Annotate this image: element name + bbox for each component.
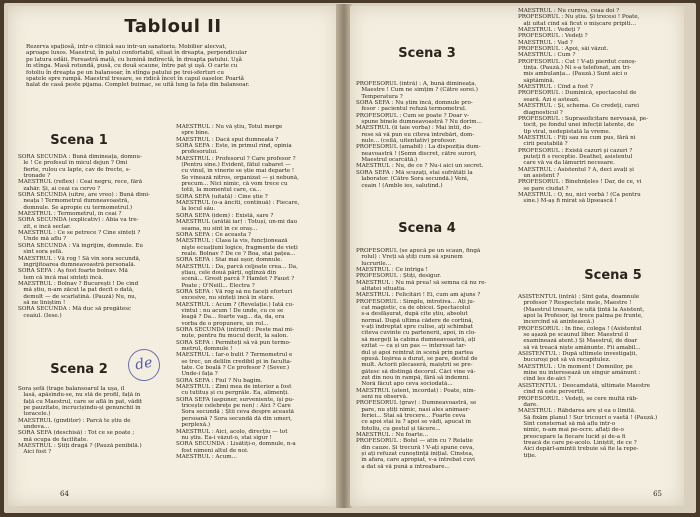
- text-line: tricește celebrețe pe nen) : Aici ? Care: [176, 403, 291, 410]
- text-line: Unde mă aflu ?: [18, 236, 67, 243]
- text-line: opusă. Ieșirea a durat, se pare, destul de: [356, 355, 478, 362]
- text-line: MAESTRUL : Felicitări ! Ei, cum am ajuns ?: [356, 292, 481, 299]
- column-c-part2: [356, 248, 516, 470]
- text-line: SORA SECUNDA : Mă duc să pregătesc: [18, 306, 132, 313]
- column-a-part1: [18, 154, 170, 319]
- text-line: dul și apoi reintrat în scenă prin partea: [356, 349, 474, 356]
- text-line: Să fixăm planul ! Sur tricouri o vaetă ! (Pauză.): [518, 414, 658, 421]
- text-line: din cauze. Și trecură ! V-ați spune ceva,: [356, 444, 475, 451]
- text-line: la locul său.: [176, 206, 216, 213]
- text-line: zit, e încă seclar.: [18, 223, 71, 230]
- text-line: MAESTRUL (gînditor) : Parcă te știu de: [18, 417, 131, 424]
- text-line: ASISTENTUL : După ultimele investigații,: [518, 351, 638, 358]
- text-line: le ! Ce profesul în micul dejun ? Omi: [18, 160, 128, 167]
- text-line: ASISTENTUL (intră) : Sînt gata, doamnule: [518, 294, 640, 300]
- text-line: halat de casă peste pijama. Complet buimac, se uită lung la fața din balansoar.: [26, 82, 250, 89]
- text-line: metrul, domnule !: [176, 346, 233, 353]
- text-line: scenă... Gresit parcă ? Hamlet ? Faust ?: [176, 276, 295, 283]
- text-line: dare.: [518, 401, 539, 408]
- text-line: tronade ?: [18, 173, 51, 180]
- text-line: MAESTRUL : Nu vă știu, Totul merge: [176, 124, 283, 130]
- text-line: profesor ? Respectele mele, Maestre !: [518, 300, 632, 307]
- text-line: precum... Nici nimic, că vom trece cu: [176, 181, 288, 188]
- text-line: MAESTRUL : Nu foarte...: [356, 431, 429, 438]
- text-line: MAESTRUL (îi taie vorba) : Mai întîi, do-: [356, 125, 472, 132]
- text-line: sine.) M-aș fi mirat să lipsească !: [518, 198, 617, 205]
- text-line: SORA SEFA (aspuner, surveniente, își pu-: [176, 396, 295, 403]
- text-line: fost nimeni altul de noi.: [176, 447, 249, 454]
- text-line: PROFESORUL : Cum se poate ? Doar v-: [356, 112, 470, 119]
- text-line: ceain ! (Amble ies, salutînd.): [356, 182, 443, 189]
- text-line: PROFESORUL (intră) : A, bună dimineața,: [356, 81, 477, 87]
- text-line: MAESTRUL : Nu curnva, ceaa doi ?: [518, 8, 620, 14]
- text-line: bucuroși pot să vă recapitulez.: [518, 357, 611, 364]
- text-line: Sora secundă ; Știi ceva despre această: [176, 409, 295, 416]
- text-line: SORA SEFA : Fiul ? Nu bagim.: [176, 377, 263, 384]
- text-line: persoană ? Sora secundă dă din umeri,: [176, 415, 293, 422]
- text-line: cînd ră este pervertit.: [518, 389, 586, 396]
- text-line: MAESTRUL : Vedeți ?: [518, 27, 581, 34]
- text-line: Aici fost ?: [18, 449, 52, 456]
- text-line: fierte, rulou cu lapte, cav de frecte, s-: [18, 166, 131, 173]
- text-line: vorba de o propunere, un rol...: [176, 320, 269, 327]
- text-line: în afara, care apropiat, v-a întrebat cuvi: [356, 457, 475, 464]
- text-line: PROFESORUL : Cut ! V-ați pierdut cunoș-: [518, 58, 637, 65]
- text-line: PROFESORUL : Știți, desigur.: [356, 273, 442, 280]
- right-page: [350, 6, 684, 506]
- text-line: MAESTRUL : Dacă spui dumneata ?: [176, 136, 279, 143]
- text-line: alitatei situatia.: [356, 286, 406, 293]
- text-line: MAESTRUL (atent, încordat) : Poate, nim-: [356, 387, 476, 394]
- text-line: MAESTRUL : Vad ?: [518, 39, 573, 46]
- text-line: ezitat — ca și un pas — interesat tar-: [356, 343, 467, 350]
- text-line: ASISTENTUL : Deocamdată, ultimate Maestre: [518, 382, 651, 389]
- text-line: să mergeți la cabina dumneavoastră, ați: [356, 336, 476, 343]
- text-line: v-ați îndreptat spre culise, ați schimbat: [356, 324, 473, 331]
- text-line: aproape luxos. Maestrul, în patul confortabil, situat în dreapta, perpendicular: [26, 50, 248, 57]
- scene-5-heading: Scena 5: [584, 268, 642, 283]
- text-line: demult — de scarlatină. (Pauză) Nu, nu,: [18, 293, 137, 300]
- text-line: Poate ; O'Neill... Electra ?: [176, 282, 255, 289]
- text-line: tiție.: [518, 452, 537, 459]
- text-line: PROFESORUL : Duminică, spectacolul de: [518, 90, 637, 97]
- text-line: MAESTRUL : Acum ? (Revelație.) Iată cu-: [176, 301, 295, 308]
- text-line: preocupare la fiecare lucid și de-a fi: [518, 433, 626, 440]
- text-line: vîntul : nu acum ! De unde, cu ce se: [176, 307, 284, 314]
- text-line: mis ambulanța... (Pauză.) Sunt aici o: [518, 71, 628, 78]
- text-line: PROFESORUL : În fine, colega ! (Asistentul: [518, 325, 642, 332]
- text-line: cu tutituș și cu pergrăle. Ea, alimenți.: [176, 390, 289, 397]
- scene-2-heading: Scena 2: [50, 362, 108, 377]
- text-line: MAESTRUL : Ce se petrece ? Cine sînteți ?: [18, 230, 141, 237]
- text-line: diagnosticul ?: [518, 109, 563, 116]
- text-line: se așază pe scaunul liber. Maestrul îl: [518, 332, 629, 339]
- text-line: profesorului.: [176, 149, 218, 156]
- text-line: toracele.): [18, 411, 51, 418]
- text-line: seară. Azi e asteazi.: [518, 96, 580, 103]
- left-page: [8, 6, 338, 506]
- text-line: PROFESORUL : Vedeți ?: [518, 33, 588, 40]
- text-line: Aici depărl-amintii trebuie să fie la repe-: [518, 446, 639, 453]
- text-line: PROFESORUL (amabil) : La dispoziția dum-: [356, 144, 481, 151]
- text-line: Maestrul ocarcătă.): [356, 157, 418, 164]
- text-line: MAESTRUL : Un moment ! Domnilor, pe: [518, 363, 633, 370]
- text-line: SORA SEFA : Aș fost foarte bolnav. Mă: [18, 268, 128, 275]
- text-line: s-a desfășurat, după cite știu, absolut: [356, 311, 468, 318]
- text-line: SORA SECUNDA (uitre, are vreo) : Bună dimi-: [18, 192, 150, 199]
- text-line: zahăr. Și, ai ceai ca cervo ?: [18, 185, 101, 192]
- text-line: SORA SECUNDA : Lisătiți-o, domnule, n-a: [176, 441, 296, 448]
- text-line: se pare ciudat ?: [518, 185, 569, 192]
- text-line: MAESTRUL (o-a ănciti, continuă) : Fiecare,: [176, 200, 300, 207]
- text-line: MAESTRUL : O, nu, nici vorbă ! (Ca pentru: [518, 191, 641, 198]
- text-line: PROFESORUL : Bolul — atin cu ? Relatie: [356, 438, 473, 445]
- page-number-right: 65: [653, 490, 662, 498]
- text-line: a dat să vă pună a întreabare...: [356, 463, 450, 470]
- text-line: SORA SEFA : Mă scuzați, stai sufrătăți la: [356, 169, 473, 176]
- text-line: tate. Ce boală ? Ce profesor ? (Sever.): [176, 365, 290, 372]
- text-line: (Maestrul tresare, se uită țintă la Asistent,: [518, 306, 645, 313]
- text-line: MAESTRUL : Cînd a fost ?: [518, 84, 593, 91]
- page-number-left: 64: [60, 490, 69, 498]
- text-line: ce apoi stai iu ? apoi se vădi, apucat în: [356, 419, 472, 426]
- text-line: apoi la Profesor, își trece palma pe frunte,: [518, 313, 643, 320]
- text-line: MAESTRUL : Iar-o bulit ? Termometrul e: [176, 352, 293, 359]
- text-line: în stînga. Masă rotundă, pusă, cu două scaune, între pat şi uşă. O carte cu: [26, 63, 238, 70]
- scene-4-heading: Scena 4: [398, 221, 456, 236]
- text-line: MAESTRUL : Răbdarea are și ea o limită.: [518, 408, 636, 415]
- text-line: să ne liniștim !: [18, 299, 66, 306]
- act-title: Tabloul II: [124, 16, 222, 37]
- text-line: puteți fi s receptie. Deathel, asistentul: [518, 153, 633, 160]
- text-line: pe latura odăii. Fereastră mată, cu lumină indirectă, în dreapta patului. Uşă: [26, 56, 242, 63]
- text-line: SORA SEFA : Stai mai ușor, domnule.: [176, 257, 283, 264]
- text-line: leagă ? Da... foarte vag... da, da, era: [176, 314, 285, 321]
- text-line: cirii peutabilă ?: [518, 141, 568, 148]
- text-line: PROFESORUL : Există cazuri și cazuri ?: [518, 147, 633, 154]
- text-line: fotoliu, cu gestul și tăcere...: [356, 425, 441, 432]
- text-line: rese să vă pun eu cîteva întrebări, dom-: [356, 131, 475, 138]
- text-line: MAESTRUL (arătăi iar) : Totuși, un-mi dau: [176, 219, 298, 226]
- text-line: MAESTRUL : Ce intriga !: [356, 267, 428, 274]
- text-line: feriei... Stai să trecere... Foarte ceva: [356, 412, 466, 419]
- text-line: (Pentru sine.) Evident, fătul cabaret —: [176, 162, 291, 169]
- text-line: rolul) : Vreți să știți cum să spunem: [356, 254, 463, 261]
- text-line: se trec, un delilin credibil pi în faculta-: [176, 358, 292, 365]
- text-line: fotoliu în dreapta pe un balansoar, în stînga patului pe trei-sferturi cu: [26, 69, 224, 76]
- text-line: Unde-i fața ?: [176, 371, 218, 378]
- text-line: totii, la momentul care, ca...: [176, 187, 262, 194]
- text-line: Se vinează nitros, organizat — și nebună,: [176, 174, 299, 181]
- text-line: mă ocupa de facilitate.: [18, 436, 89, 443]
- text-line: știau, cele două părți, oglinză din: [176, 269, 277, 276]
- text-line: să vă treacă niște amănunte. Fii amabil...: [518, 344, 641, 351]
- scene-3-heading: Scena 3: [398, 46, 456, 61]
- text-line: SORA SEFA : Este, în primul rînd, opinia: [176, 143, 292, 150]
- text-line: SORA SECUNDA : Vă îngrijim, domnule. Eu: [18, 242, 143, 249]
- text-line: seama, nu sînt în ce oraș...: [176, 225, 258, 232]
- text-line: MAESTRUL : Aici, acolo, direcțiu — tot: [176, 428, 288, 435]
- column-b: [176, 124, 334, 460]
- text-line: tip viral, nedepistată la vreme.: [518, 128, 611, 135]
- scene-1-heading: Scena 1: [50, 133, 108, 148]
- text-line: nimic, n-am mai pe-ocre. aflați de-o: [518, 427, 624, 434]
- text-line: MAESTRUL : Bolnav ? București ! De cînd: [18, 280, 139, 287]
- text-line: Temperatura ?: [356, 93, 403, 100]
- text-line: SORA SEFA (deschisă) : Tot ce se poate ;: [18, 430, 135, 437]
- column-c-part1: [356, 81, 516, 189]
- text-line: nule... (ceilă, uitentativ) profesor.: [356, 138, 457, 145]
- text-line: SORA SECUNDA (intrînd) : Peste mai mi-: [176, 327, 294, 333]
- text-line: spune binele dumneavoastră ? Nu dorim...: [356, 119, 482, 126]
- text-line: MAESTRUL (reflex) : Ceai negru, rece, fără: [18, 179, 143, 186]
- text-line: Sînt consternat să mă aflu într-o: [518, 420, 616, 427]
- text-line: tința. (Pauză.) Ni s-a telefonat, am tri-: [518, 65, 631, 72]
- text-line: SORA SECUNDA (explicativ) : Abia va tre-: [18, 217, 139, 224]
- text-line: tocit, pe fondul unei infecții latente, de: [518, 122, 635, 129]
- text-line: normal. După ultima cădere de cortină,: [356, 317, 474, 324]
- text-line: încercînd să anintească.): [518, 319, 595, 326]
- text-line: MAESTRUL : Și, schema. Ce credeți, carei: [518, 103, 639, 110]
- column-a-part2: [18, 386, 170, 456]
- text-line: MAESTRUL : Da, parcă celjoate crea... Da,: [176, 263, 298, 270]
- text-line: Noră făcut apo ceva sociodată...: [356, 381, 453, 388]
- text-line: PROFESORUL : Vedeți, se cere multă răb-: [518, 395, 639, 402]
- text-line: SORA SEFA (uitată) : Cine știe ?: [176, 193, 268, 200]
- text-line: nişte ecuațiuni logice, fragmente de vieți: [176, 244, 298, 251]
- text-line: mult. Actorii plecaseră, maiștrii se pre-: [356, 362, 473, 369]
- text-line: ați uitat cînd să ficut o mișcare pripiti...: [518, 20, 636, 27]
- text-line: MAESTRUL : Acum...: [176, 453, 237, 460]
- text-line: PROFESORUL : Simplu, introtiva... Ați ju-: [356, 298, 475, 305]
- text-line: MAESTRUL : Vă rog ! Să vin sora secundă,: [18, 255, 141, 262]
- text-line: reale. Bolnav ? De ce ? Boa, stai pațea...: [176, 250, 296, 257]
- text-line: nu știu. Ea-i văzut-o, stai sigur !: [176, 434, 272, 441]
- text-line: treacă de care pe-acolo. Liniștit, de ce ?: [518, 439, 637, 446]
- text-line: MAESTRUL : Fiți sau nu cum pus, fără ni: [518, 134, 636, 141]
- text-line: neața ! Termometrul dumneavoastră,: [18, 198, 130, 205]
- text-line: MAESTRUL : Termometrul, în ceai ?: [18, 211, 122, 218]
- text-line: PROFESORUL : Suprasolicitare nervoasă, pe-: [518, 115, 649, 122]
- text-line: MAESTRUL : Profesorul ? Care profesor ?: [176, 155, 296, 162]
- text-line: pe pauzitate, încrucișîndu-și genunchii în: [18, 405, 141, 412]
- text-line: gătesc să distingă decorul. Căci vine vă-: [356, 368, 476, 375]
- text-line: undeva...: [18, 424, 50, 431]
- text-line: cu vinul, în vinerie se știe mai departe !: [176, 168, 295, 175]
- text-line: MAESTRUL : Știți dragă ? (Pauză penibilă.): [18, 443, 142, 450]
- text-line: Rezerva spațiosă, intr-o clinică sau intr-un sanatoriu. Mobilier alecvat,: [26, 44, 227, 50]
- text-line: laborator. (Către Sora secundă.) Veni,: [356, 176, 469, 183]
- text-line: nute, pentru fiu mucul decit, la salon.: [176, 333, 289, 340]
- text-line: ceaiul. (Iese.): [18, 312, 62, 319]
- text-line: neavoastră ! (Semn discret, către surori,: [356, 150, 477, 157]
- text-line: PROFESORUL (grav) : Dumneavoastră, se: [356, 400, 477, 407]
- text-line: SORA SECUNDA : Bună dimineața, domnu-: [18, 154, 142, 160]
- text-line: SORA SEFA : Nu știm încă, domnule pro-: [356, 100, 473, 107]
- text-line: fesor : pacientul refuză termometrul.: [356, 106, 467, 113]
- text-line: seni nu observă.: [356, 393, 408, 400]
- text-line: SORA SEFA : Ce aceasta ?: [176, 231, 251, 238]
- text-line: MAESTRUL : Clasa la vis, funcționează: [176, 238, 288, 245]
- text-line: săptămînă.: [518, 77, 555, 84]
- text-line: care vă va da lămuriri necesare.: [518, 160, 615, 167]
- text-line: examinează atent.) Și Maestrul, de doar: [518, 338, 638, 345]
- text-line: SORA SEFA : Vă rog să nu faceți eforturi: [176, 288, 293, 295]
- text-line: lucrurile...: [356, 260, 392, 267]
- text-line: față cu Maestrul, care se află în pat, vădit: [18, 398, 143, 405]
- text-line: cat magistic, ca de obicei. Spectacolul: [356, 305, 470, 312]
- text-line: îngrijitoarea dumneavoastră personală.: [18, 261, 136, 268]
- text-line: MAESTRUL : Nu, de ce ? Nu-i aici un secret.: [356, 163, 484, 170]
- text-line: un asistent ?: [518, 172, 560, 179]
- text-line: domnule. Se apropie cu termometrul.): [18, 204, 133, 211]
- text-line: Maestre ! Cum ne simțim ? (Către sorei.): [356, 87, 478, 94]
- text-line: lasă, apăsîndu-se, nu stă de profil, față în: [18, 392, 141, 399]
- text-line: perplexă.): [176, 422, 211, 429]
- text-line: Sora șefă (trage balansoarul la ușa, îl: [18, 386, 125, 392]
- column-d-part2: [518, 294, 680, 459]
- text-line: spre bine.: [176, 130, 210, 137]
- text-line: MAESTRUL : Asistentul ? A, deci avați și: [518, 166, 634, 173]
- column-d-part1: [518, 8, 680, 205]
- text-line: sînt sora șefă.: [18, 249, 64, 256]
- text-line: mine nu interesează un singur amănunt :: [518, 370, 641, 377]
- text-line: MAESTRUL : Nu mă prea! să semna că nu re-: [356, 279, 487, 286]
- text-line: MAESTRUL : Zîmi mea de interior a fost: [176, 384, 292, 391]
- text-line: cînd les de-aici ?: [518, 376, 571, 383]
- text-line: PROFESORUL : Binehnțeles ! Dar, de ce, vi: [518, 179, 642, 186]
- text-line: cîteva cuvinte cu partenerii, apoi, în clo-: [356, 330, 477, 337]
- text-line: tem că încă mai sînteți încă.: [18, 274, 104, 281]
- handwritten-stamp: de: [125, 346, 162, 383]
- text-line: și ați refuzat cunoștință inițial. Cinstea,: [356, 451, 474, 457]
- text-line: excesive, nu sînteți încă în stare.: [176, 295, 275, 302]
- text-line: pare, nu știți nimic, nasi ales animaer-: [356, 406, 471, 413]
- text-line: MAESTRUL : Cum ?: [518, 52, 576, 59]
- text-line: zut din nou în rampă, fără să îndemni.: [356, 374, 470, 381]
- text-line: PROFESORUL : Nu știu. Și trecesi ! Poate,: [518, 14, 640, 21]
- text-line: PROFESORUL : Apoi, săi văzut.: [518, 46, 609, 53]
- intro-paragraph: [26, 44, 322, 89]
- text-line: SORA SEFA (idem) : Există, sare ?: [176, 212, 274, 219]
- text-line: spatele spre rampă. Maestrul tresare, se ridică încet în capul oaselor. Poartă: [26, 76, 244, 83]
- text-line: SORA SEFA : Permiteți să vă pun termo-: [176, 339, 291, 346]
- text-line: mă știu, n-am zăcut la pat decît o dată,: [18, 287, 134, 294]
- text-line: PROFESORUL (se apucă pe un scaun, fingă: [356, 248, 481, 254]
